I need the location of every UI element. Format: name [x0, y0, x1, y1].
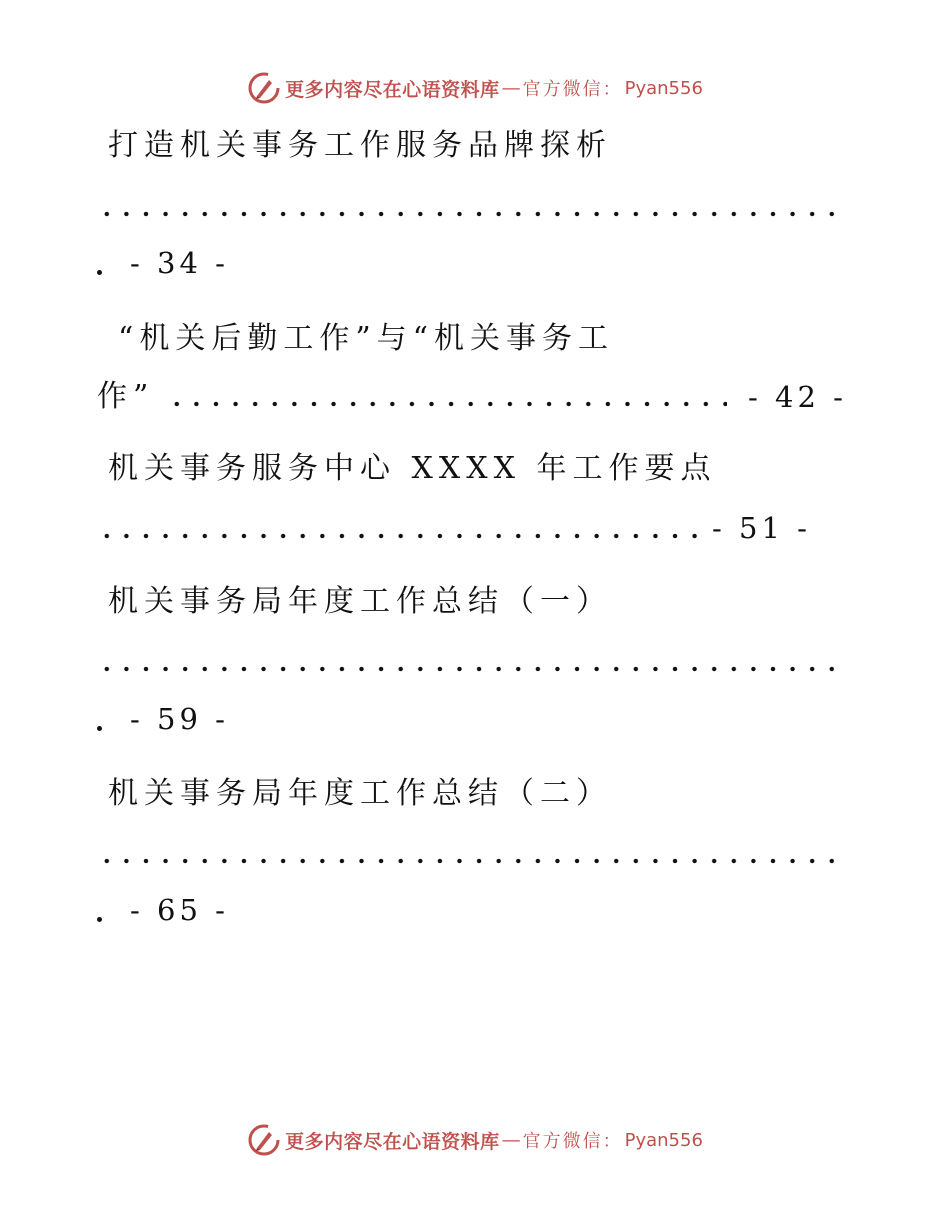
toc-entry-title-continuation: 作” — [97, 379, 155, 414]
banner-dash: — — [501, 1129, 521, 1151]
toc-page-number: - 42 - — [748, 380, 847, 414]
toc-entry-title: “机关后勤工作”与“机关事务工 — [118, 321, 615, 356]
toc-page-number: - 51 - — [712, 511, 811, 545]
banner-wechat-id: Pyan556 — [624, 1129, 703, 1151]
banner-main-text: 更多内容尽在心语资料库 — [285, 1130, 500, 1153]
toc-dot-leader — [97, 211, 842, 217]
banner-wechat-id: Pyan556 — [624, 77, 703, 99]
toc-page-number: - 65 - — [130, 893, 229, 927]
banner-dash: — — [501, 77, 521, 99]
toc-entry-title: 机关事务局年度工作总结（一） — [108, 584, 612, 619]
banner-wechat-label: 官方微信： — [522, 1131, 623, 1152]
toc-entry-title: 机关事务局年度工作总结（二） — [108, 776, 612, 811]
toc-dot-leader — [97, 917, 102, 922]
quill-logo-icon — [247, 71, 281, 105]
toc-dot-leader — [97, 533, 697, 539]
quill-logo-icon — [247, 1123, 281, 1157]
toc-entry-title: 打造机关事务工作服务品牌探析 — [108, 128, 612, 163]
watermark-banner-bottom — [0, 1120, 950, 1160]
toc-dot-leader — [97, 666, 842, 672]
toc-dot-leader — [97, 726, 102, 731]
toc-dot-leader — [97, 858, 842, 864]
watermark-banner-top — [0, 68, 950, 108]
toc-page-number: - 59 - — [130, 702, 229, 736]
banner-main-text: 更多内容尽在心语资料库 — [285, 78, 500, 101]
toc-entry-title: 机关事务服务中心 XXXX 年工作要点 — [108, 451, 717, 486]
toc-dot-leader — [97, 270, 102, 275]
toc-dot-leader — [167, 401, 727, 407]
banner-wechat-label: 官方微信： — [522, 79, 623, 100]
toc-page-number: - 34 - — [130, 246, 229, 280]
